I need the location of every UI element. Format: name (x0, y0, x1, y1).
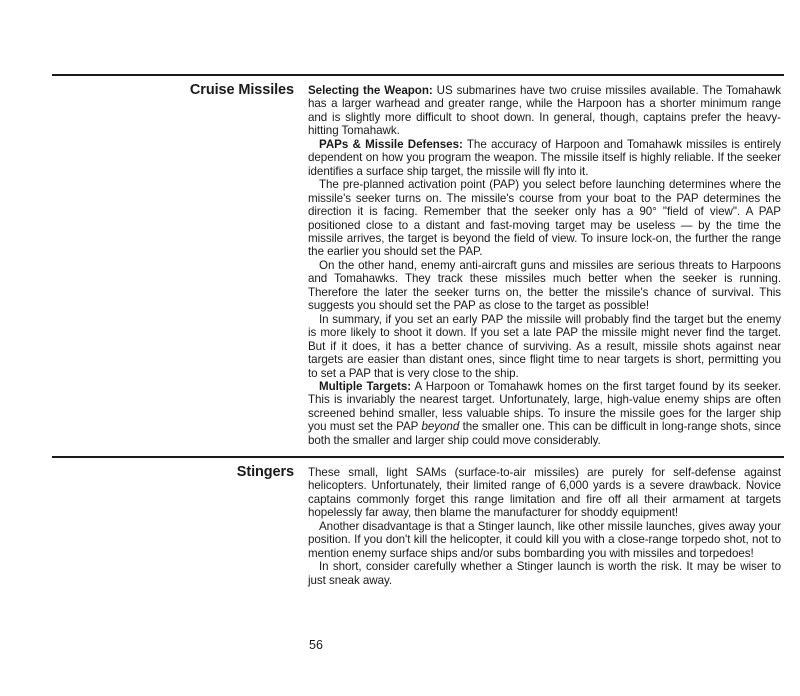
section-title-stingers: Stingers (236, 464, 294, 480)
paragraph-multiple-targets (308, 380, 781, 447)
paragraph-summary: In summary, if you set an early PAP the missile will probably find the target but the enemy is more likely to shoot it down. If you set a late PAP the missile might never find the target. But if it does, it has a better chance of surviving. As a result, missile shots against near targets are easier than distant ones, since flight time to near targets is short, permitting you to set a PAP that is very close to the ship. (308, 312, 781, 380)
paragraph-stingers-disadvantage: Another disadvantage is that a Stinger launch, like other missile launches, gives away your position. If you don't kill the helicopter, it could kill you with a close-range torpedo shot, not to mention enemy surface ships and/or subs bombarding you with missiles and torpedoes! (308, 519, 781, 560)
run-in-heading-multiple-targets: Multiple Targets: (319, 379, 412, 393)
section-body-stingers (308, 466, 781, 587)
paragraph-text: A Harpoon or Tomahawk homes on the first target found by its seeker. This is invariably the nearest target. Unfortunately, large, high-value enemy ships are often screened behind smaller, less valuable ships. To insure the missile goes for the larger ship you must set the PAP (308, 379, 781, 434)
paragraph-text: The accuracy of Harpoon and Tomahawk missiles is entirely dependent on how you program the weapon. The missile itself is highly reliable. If the seeker identifies a surface ship target, the missile will fly into it. (308, 137, 781, 178)
paragraph-text: the smaller one. This can be difficult in long-range shots, since both the smaller and larger ship could move considerably. (308, 420, 781, 447)
paragraph-stingers-intro: These small, light SAMs (surface-to-air missiles) are purely for self-defense against helicopters. Unfortunately, their limited range of 6,000 yards is a severe drawback. Novice captains commonly forget this range limitation and fire off all their armament at targets hopelessly far away, then blame the manufacturer for shoddy equipment! (308, 466, 781, 520)
paragraph-paps-missile-defenses (308, 138, 781, 178)
paragraph-selecting-weapon (308, 84, 781, 138)
section-body-cruise-missiles (308, 84, 781, 447)
section-divider-stingers (52, 456, 784, 458)
paragraph-anti-aircraft-threats: On the other hand, enemy anti-aircraft guns and missiles are serious threats to Harpoons and Tomahawks. They track these missiles much better when the seeker is running. Therefore the later the seeker turns on, the better the missile's chance of survival. This suggests you should set the PAP as close to the target as possible! (308, 258, 781, 313)
run-in-heading-paps-missile-defenses: PAPs & Missile Defenses: (319, 137, 463, 151)
paragraph-pap-activation: The pre-planned activation point (PAP) you select before launching determines where the missile's seeker turns on. The missile's course from your boat to the PAP determines the direction it is facing. Remember that the seeker only has a 90° "field of view". A PAP positioned close to a distant and fast-moving target may be useless — by the time the missile arrives, the target is beyond the field of view. To insure lock-on, the further the range the earlier you should set the PAP. (308, 178, 781, 259)
emphasis-beyond: beyond (421, 420, 460, 434)
run-in-heading-selecting-weapon: Selecting the Weapon: (308, 84, 433, 97)
section-divider-cruise (52, 74, 784, 76)
paragraph-text: US submarines have two cruise missiles available. The Tomahawk has a larger warhead and greater range, while the Harpoon has a shorter minimum range and is slightly more difficult to shoot down. In general, though, captains prefer the heavy-hitting Tomahawk. (308, 84, 781, 138)
section-title-cruise-missiles: Cruise Missiles (189, 82, 294, 98)
paragraph-stingers-conclusion: In short, consider carefully whether a Stinger launch is worth the risk. It may be wiser to just sneak away. (308, 560, 781, 587)
page-number: 56 (309, 638, 323, 652)
